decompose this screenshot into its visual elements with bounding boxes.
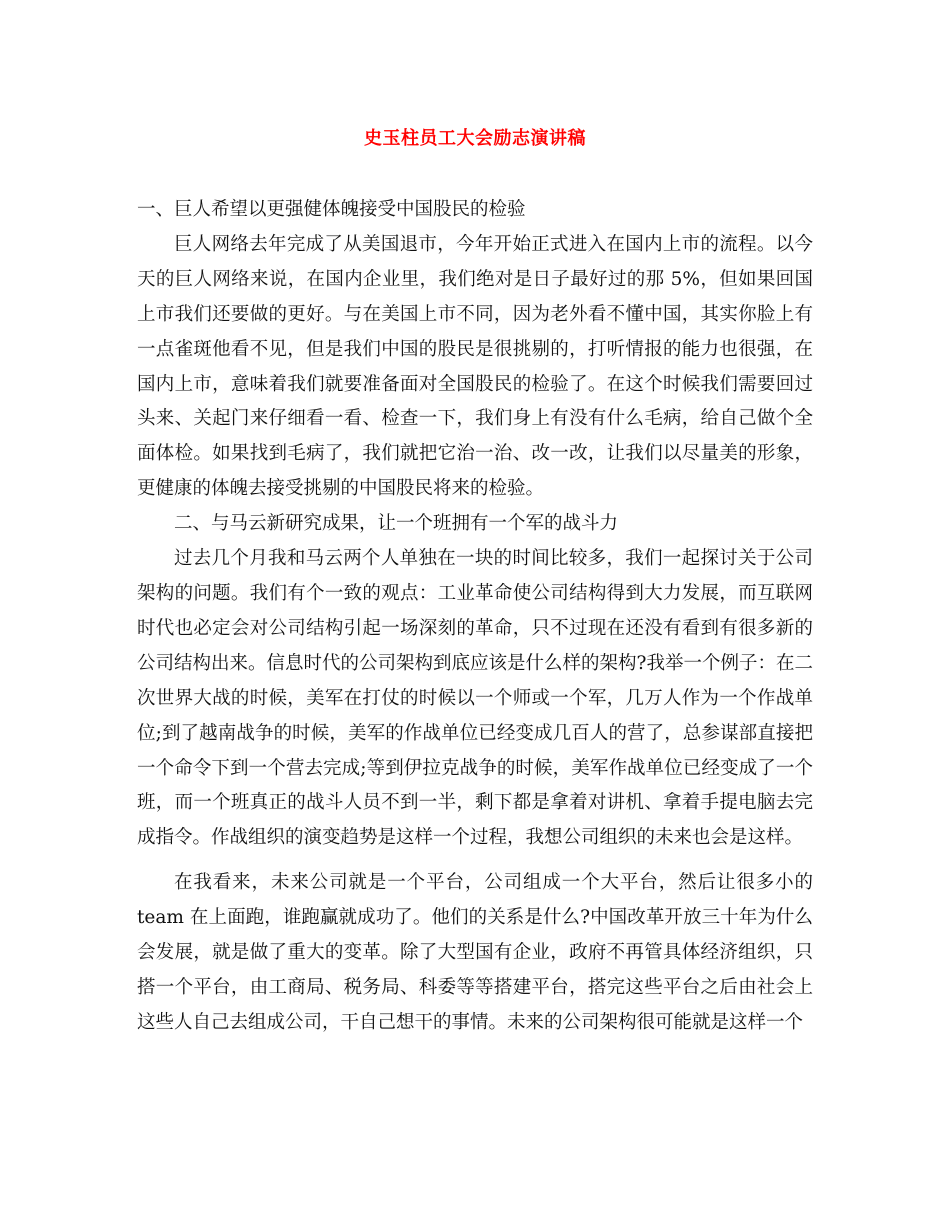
- document-body: [137, 193, 813, 1041]
- paragraph: 在我看来，未来公司就是一个平台，公司组成一个大平台，然后让很多小的 team 在上面跑，谁跑赢就成功了。他们的关系是什么?中国改革开放三十年为什么会发展，就是做了重大的变革。除了大型国有企业，政府不再管具体经济组织，只搭一个平台，由工商局、税务局、科委等等搭建平台，搭完这些平台之后由社会上这些人自己去组成公司，干自己想干的事情。未来的公司架构很可能就是这样一个: [137, 872, 813, 1033]
- paragraph: 巨人网络去年完成了从美国退市，今年开始正式进入在国内上市的流程。以今天的巨人网络来说，在国内企业里，我们绝对是日子最好过的那 5%，但如果回国上市我们还要做的更好。与在美国上市不同，因为老外看不懂中国，其实你脸上有一点雀斑他看不见，但是我们中国的股民是很挑剔的，打听情报的能力也很强，在国内上市，意味着我们就要准备面对全国股民的检验了。在这个时候我们需要回过头来、关起门来仔细看一看、检查一下，我们身上有没有什么毛病，给自己做个全面体检。如果找到毛病了，我们就把它治一治、改一改，让我们以尽量美的形象，更健康的体魄去接受挑剔的中国股民将来的检验。: [137, 233, 813, 500]
- document-title: 史玉柱员工大会励志演讲稿: [364, 128, 586, 149]
- paragraph: 过去几个月我和马云两个人单独在一块的时间比较多，我们一起探讨关于公司架构的问题。我们有个一致的观点：工业革命使公司结构得到大力发展，而互联网时代也必定会对公司结构引起一场深刻的革命，只不过现在还没有看到有很多新的公司结构出来。信息时代的公司架构到底应该是什么样的架构?我举一个例子：在二次世界大战的时候，美军在打仗的时候以一个师或一个军，几万人作为一个作战单位;到了越南战争的时候，美军的作战单位已经变成几百人的营了，总参谋部直接把一个命令下到一个营去完成;等到伊拉克战争的时候，美军作战单位已经变成了一个班，而一个班真正的战斗人员不到一半，剩下都是拿着对讲机、拿着手提电脑去完成指令。作战组织的演变趋势是这样一个过程，我想公司组织的未来也会是这样。: [137, 548, 813, 849]
- section-heading-2: 二、与马云新研究成果，让一个班拥有一个军的战斗力: [174, 513, 619, 535]
- section-heading-1: 一、巨人希望以更强健体魄接受中国股民的检验: [137, 199, 526, 220]
